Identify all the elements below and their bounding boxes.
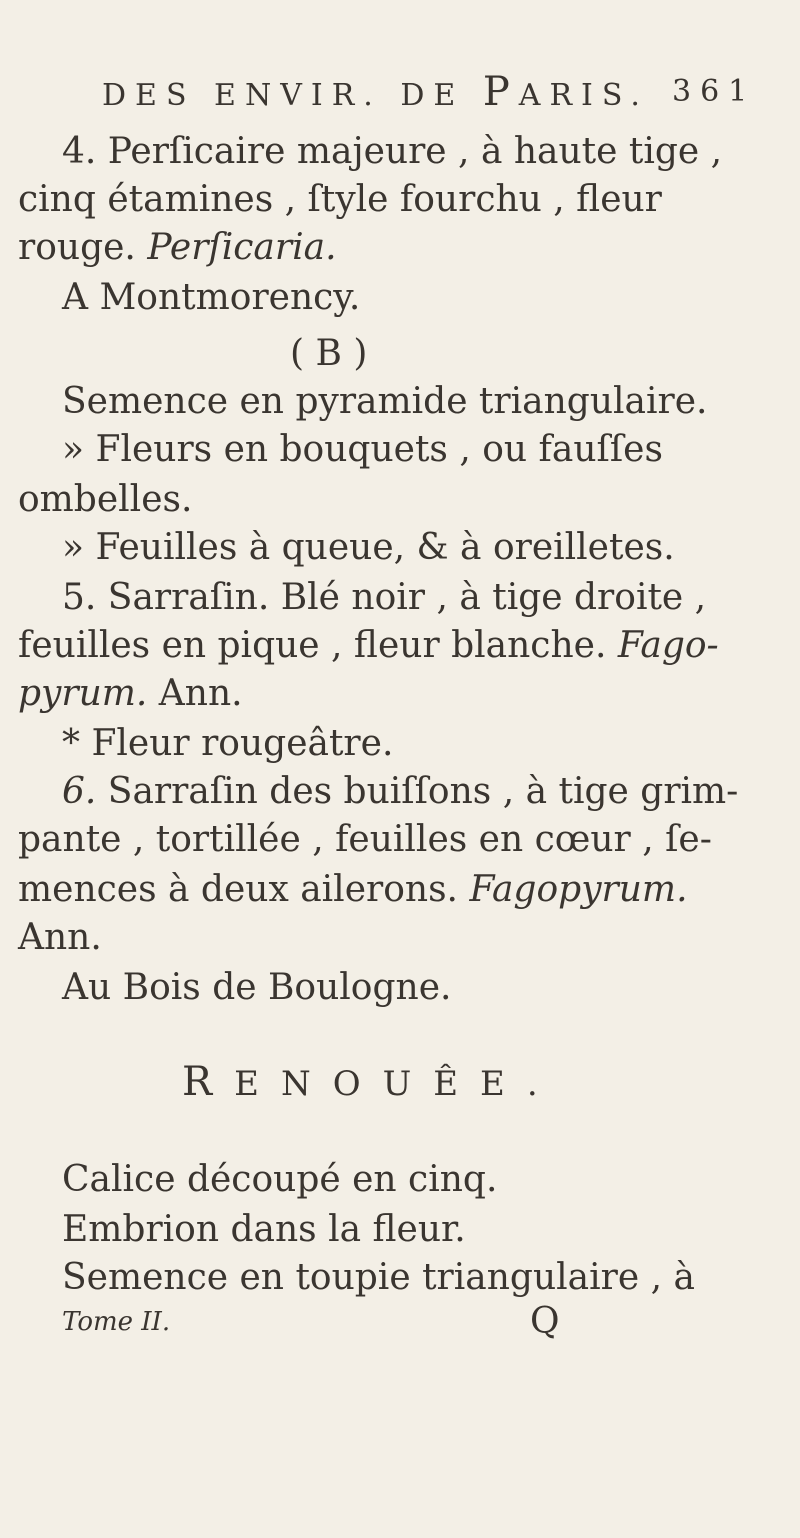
text-span: rouge.: [18, 227, 148, 268]
section-title-rest: ENOUÊE.: [234, 1064, 560, 1104]
text-line: * Fleur rougeâtre.: [62, 723, 394, 764]
text-span: Ann.: [147, 673, 243, 714]
text-line: [18, 624, 719, 668]
text-line: 4. Perſicaire majeure , à haute tige ,: [62, 131, 723, 172]
section-mark: ( B ): [290, 333, 368, 374]
text-span: Sarraſin des buiſſons , à tige grim-: [96, 771, 739, 812]
text-line: Ann.: [18, 917, 102, 958]
text-line: pante , tortillée , feuilles en cœur , ſe-: [18, 819, 712, 860]
latin-name: pyrum.: [18, 673, 148, 714]
text-span: feuilles en pique , fleur blanche.: [18, 625, 618, 666]
running-head: [102, 70, 649, 118]
text-line: ombelles.: [18, 479, 193, 520]
text-line: [18, 226, 337, 270]
running-head-text: DES ENVIR. DE: [102, 78, 483, 113]
text-line: Au Bois de Boulogne.: [62, 967, 452, 1008]
text-line: » Feuilles à queue, & à oreilletes.: [62, 527, 675, 568]
page-number: 361: [672, 74, 757, 109]
text-line: Semence en toupie triangulaire , à: [62, 1257, 695, 1298]
text-line: 5. Sarraſin. Blé noir , à tige droite ,: [62, 577, 707, 618]
latin-name: Perſicaria.: [147, 227, 337, 268]
latin-name: Fagopyrum.: [469, 869, 688, 910]
text-line: » Fleurs en bouquets , ou fauſſes: [62, 429, 663, 470]
latin-name: Fago-: [617, 625, 719, 666]
running-head-text-end: ARIS.: [518, 78, 649, 113]
text-line: cinq étamines , ſtyle fourchu , fleur: [18, 179, 662, 220]
signature-mark: Q: [530, 1301, 560, 1342]
text-line: [18, 868, 688, 912]
text-line: [18, 672, 243, 716]
section-title: [182, 1060, 560, 1106]
text-span: mences à deux ailerons.: [18, 869, 470, 910]
volume-label: Tome II.: [62, 1307, 171, 1337]
text-line: Embrion dans la fleur.: [62, 1209, 466, 1250]
text-line: A Montmorency.: [62, 277, 361, 318]
section-title-initial: R: [182, 1059, 235, 1105]
text-line: [62, 770, 738, 814]
text-line: Calice découpé en cinq.: [62, 1159, 498, 1200]
item-number: 6.: [62, 771, 97, 812]
text-line: Semence en pyramide triangulaire.: [62, 381, 708, 422]
running-head-capital: P: [482, 69, 519, 115]
